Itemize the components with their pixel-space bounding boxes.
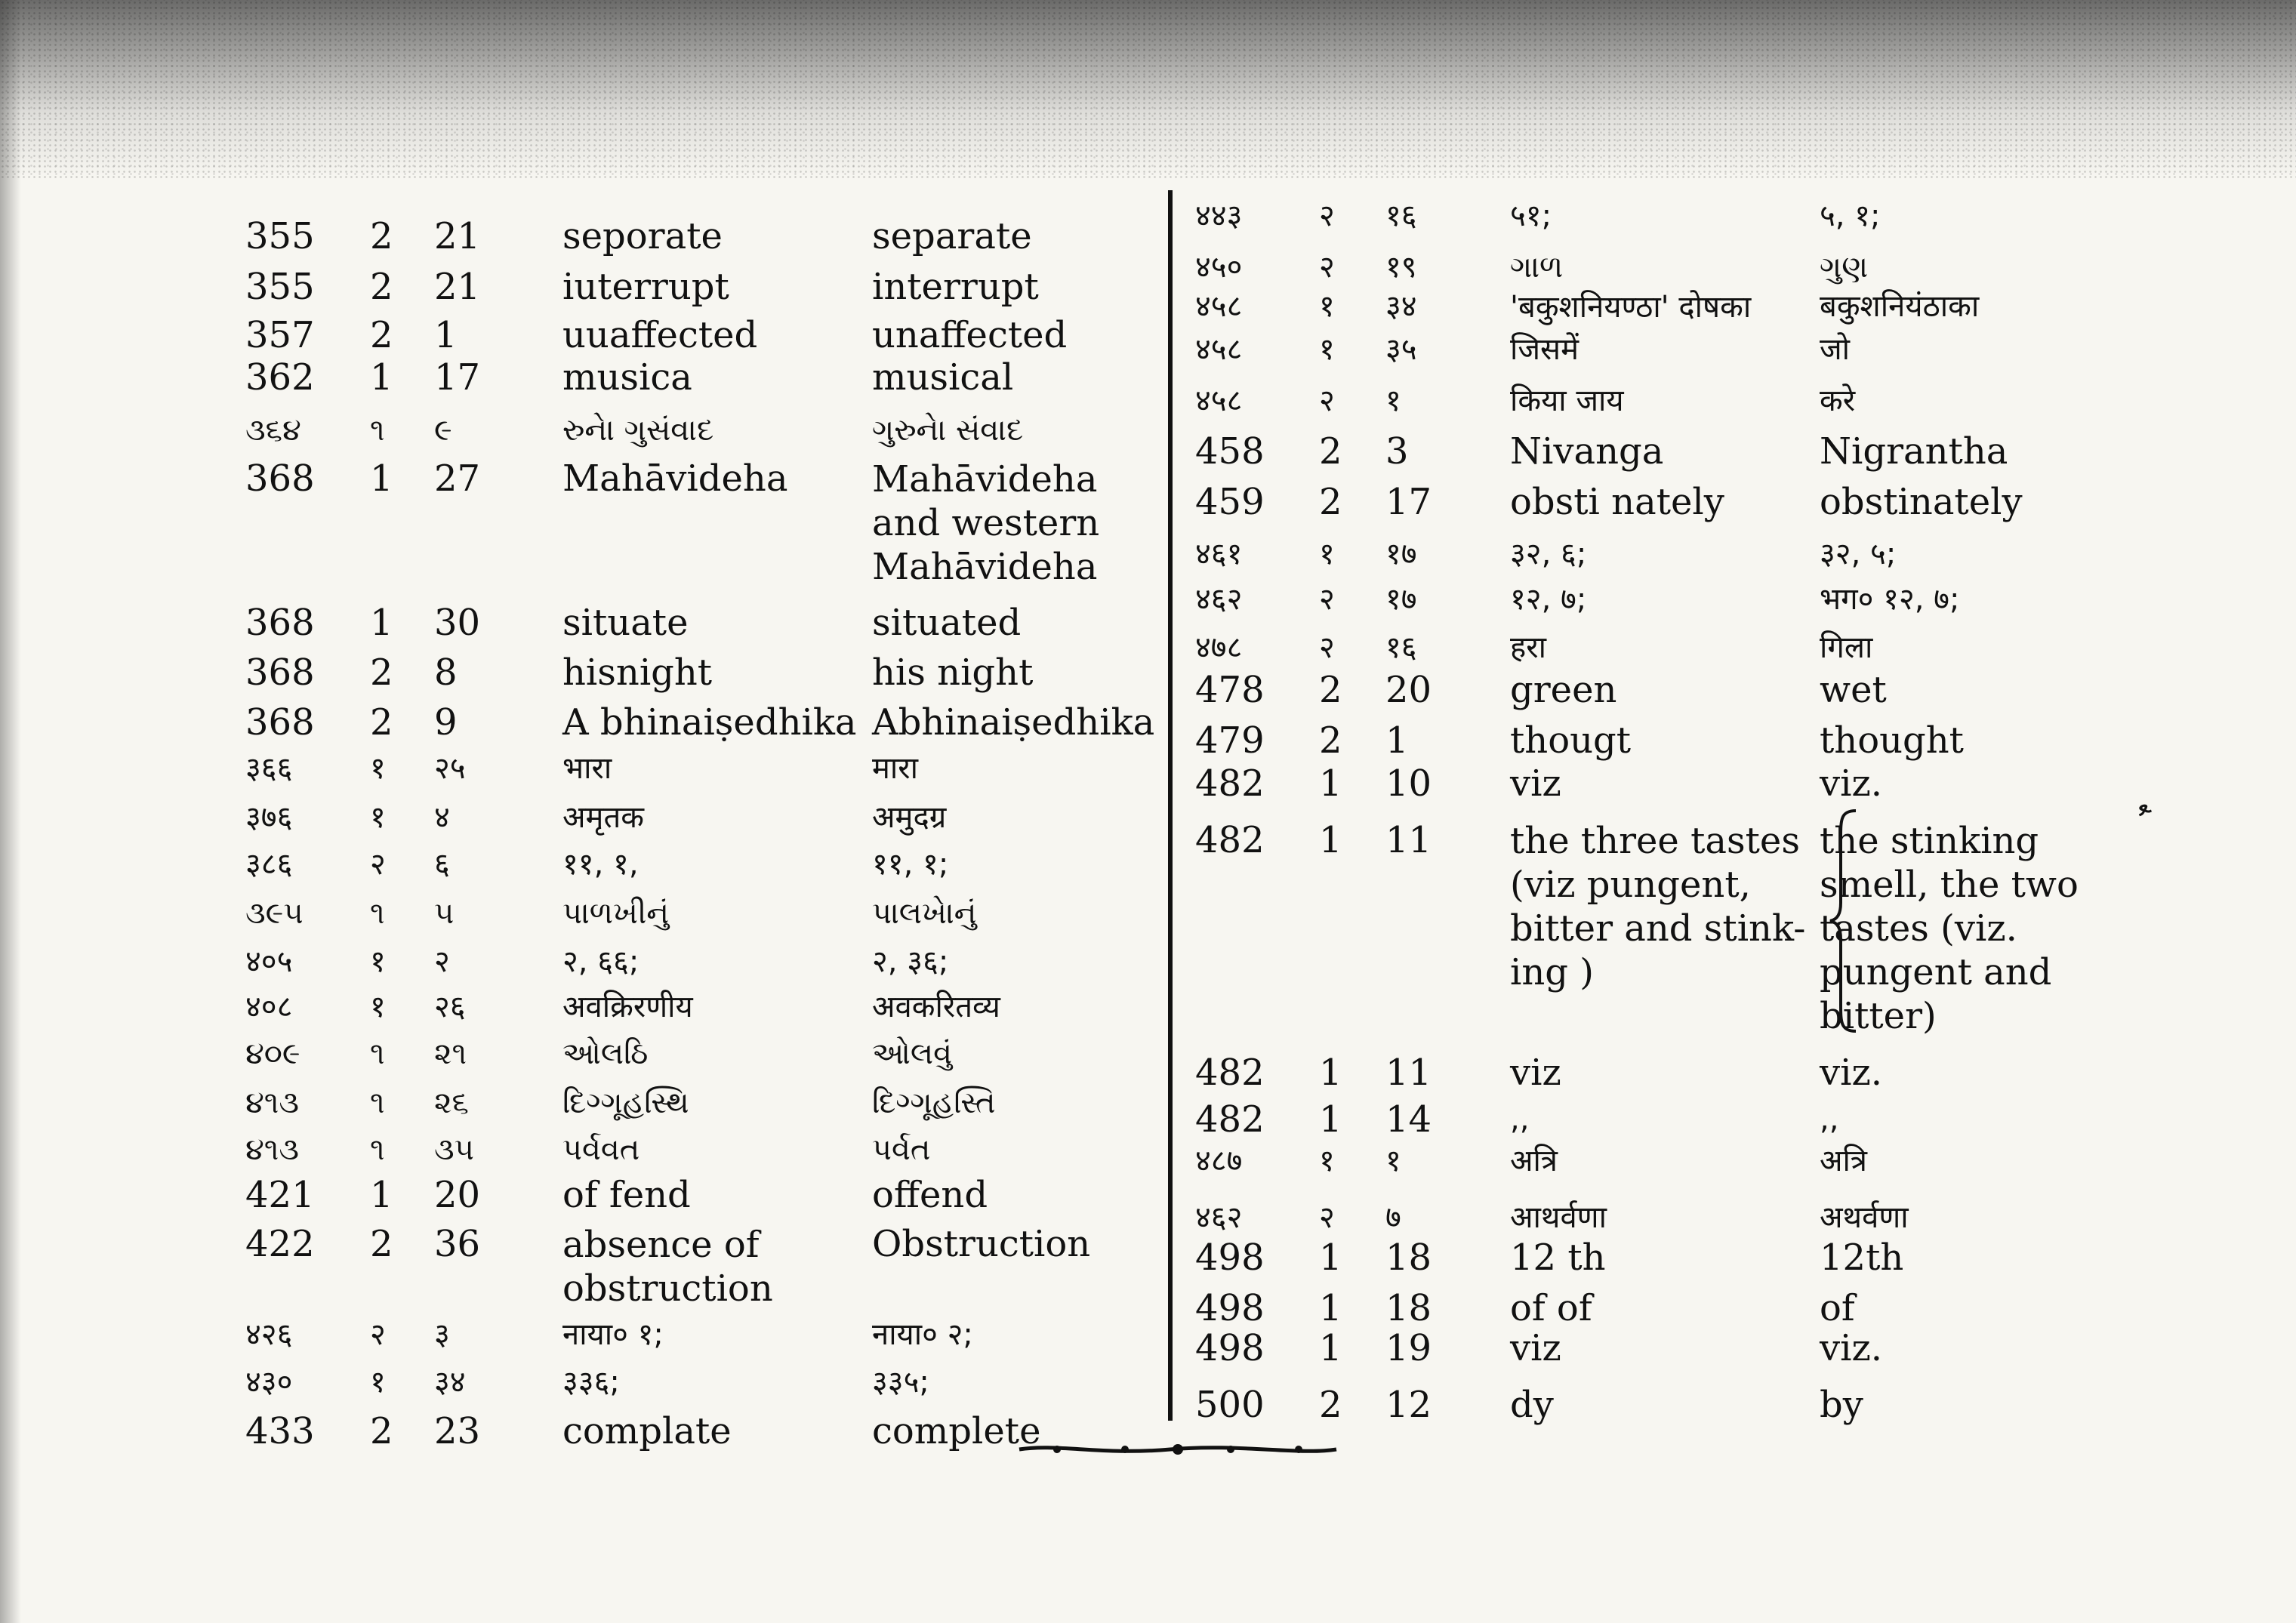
- errata-page-cell: 355: [245, 266, 315, 308]
- errata-correct-cell: situated: [872, 602, 1022, 644]
- errata-line-cell: 23: [434, 1410, 481, 1452]
- errata-incorrect-cell: ,,: [1510, 1102, 1530, 1137]
- errata-correct-cell: his night: [872, 651, 1034, 694]
- errata-col-cell: 2: [1319, 481, 1342, 523]
- errata-col-cell: 1: [1319, 819, 1342, 861]
- errata-line-cell: १: [1385, 1144, 1401, 1178]
- errata-incorrect-cell: जिसमें: [1510, 332, 1579, 367]
- errata-incorrect-cell: musica: [562, 356, 692, 399]
- errata-line-cell: ७: [1385, 1200, 1401, 1235]
- errata-line-cell: १७: [1385, 582, 1417, 617]
- errata-col-cell: 2: [370, 1223, 393, 1265]
- errata-line-cell: 11: [1385, 1052, 1432, 1094]
- errata-page-cell: ૩૬૪: [245, 413, 301, 448]
- errata-line-cell: ૨૧: [434, 1036, 467, 1071]
- errata-col-cell: ૧: [370, 413, 385, 448]
- errata-page-cell: ३६६: [245, 751, 293, 786]
- errata-page-cell: ३७६: [245, 800, 293, 835]
- errata-correct-cell: अत्रि: [1820, 1144, 1867, 1178]
- errata-incorrect-cell: नाया० १;: [562, 1317, 664, 1352]
- errata-line-cell: ३४: [434, 1365, 466, 1400]
- errata-incorrect-cell: viz: [1510, 1052, 1561, 1094]
- errata-correct-cell: પર્વત: [872, 1132, 931, 1167]
- errata-correct-cell: अथर्वणा: [1820, 1200, 1909, 1235]
- errata-page-cell: ४६१: [1195, 537, 1243, 571]
- errata-page-cell: ४६२: [1195, 582, 1243, 617]
- errata-page-cell: ४८७: [1195, 1144, 1243, 1178]
- errata-line-cell: ૨૬: [434, 1086, 469, 1120]
- errata-col-cell: 1: [1319, 1236, 1342, 1279]
- errata-page-cell: 362: [245, 356, 315, 399]
- errata-incorrect-cell: 'बकुशनियण्ठा' दोषका: [1510, 290, 1752, 325]
- errata-line-cell: 14: [1385, 1098, 1432, 1141]
- errata-incorrect-cell: દિગ્ગૂહસ્થિ: [562, 1086, 689, 1120]
- errata-correct-cell: thought: [1820, 719, 1964, 762]
- errata-page-cell: ४४३: [1195, 199, 1243, 233]
- errata-correct-cell: interrupt: [872, 266, 1039, 308]
- errata-line-cell: 8: [434, 651, 458, 694]
- errata-col-cell: 1: [1319, 762, 1342, 805]
- errata-page-cell: ४५८: [1195, 383, 1243, 418]
- errata-correct-cell: गिला: [1820, 630, 1873, 665]
- errata-incorrect-cell: green: [1510, 669, 1617, 711]
- errata-line-cell: 19: [1385, 1327, 1432, 1369]
- errata-col-cell: 1: [370, 356, 393, 399]
- errata-col-cell: 1: [1319, 1327, 1342, 1369]
- errata-page-cell: 458: [1195, 430, 1265, 473]
- errata-incorrect-cell: ગાળ: [1510, 250, 1564, 285]
- errata-line-cell: ૩૫: [434, 1132, 474, 1167]
- errata-col-cell: १: [1319, 1144, 1335, 1178]
- errata-correct-cell: ગુણ: [1820, 250, 1869, 285]
- errata-page-cell: ४२६: [245, 1317, 293, 1352]
- errata-correct-cell: separate: [872, 215, 1032, 257]
- errata-incorrect-cell: किया जाय: [1510, 383, 1624, 418]
- errata-incorrect-cell: complate: [562, 1410, 732, 1452]
- errata-line-cell: १७: [1385, 537, 1417, 571]
- errata-incorrect-cell: the three tastes (viz pungent, bitter and stink-ing ): [1510, 820, 1806, 993]
- errata-page-cell: ४०५: [245, 944, 293, 979]
- errata-col-cell: ૧: [370, 1132, 385, 1167]
- errata-correct-cell: Abhinaiṣedhika: [872, 701, 1155, 744]
- errata-incorrect-cell: absence of obstruction: [562, 1224, 773, 1310]
- errata-correct-cell: अमुदग्र: [872, 800, 947, 835]
- errata-line-cell: 18: [1385, 1236, 1432, 1279]
- errata-correct-cell: Nigrantha: [1820, 430, 2008, 473]
- errata-col-cell: १: [370, 990, 386, 1024]
- errata-page-cell: ४०८: [245, 990, 293, 1024]
- errata-incorrect-cell: हरा: [1510, 630, 1546, 665]
- errata-line-cell: ६: [434, 847, 450, 882]
- errata-incorrect-cell: २, ६६;: [562, 944, 639, 979]
- errata-col-cell: २: [1319, 383, 1335, 418]
- errata-page-cell: 498: [1195, 1236, 1265, 1279]
- errata-col-cell: 2: [370, 314, 393, 356]
- errata-line-cell: १६: [1385, 630, 1417, 665]
- errata-incorrect-cell: પર્વવત: [562, 1132, 640, 1167]
- errata-correct-cell: भग० १२, ७;: [1820, 582, 1960, 617]
- errata-incorrect-cell: viz: [1510, 1327, 1561, 1369]
- errata-col-cell: 1: [1319, 1052, 1342, 1094]
- errata-correct-cell: wet: [1820, 669, 1887, 711]
- errata-col-cell: 2: [370, 266, 393, 308]
- errata-line-cell: 21: [434, 215, 481, 257]
- errata-correct-cell: बकुशनियंठाका: [1820, 289, 1980, 324]
- errata-line-cell: 30: [434, 602, 481, 644]
- errata-correct-cell: unaffected: [872, 314, 1068, 356]
- errata-page-cell: 368: [245, 651, 315, 694]
- errata-line-cell: १९: [1385, 250, 1417, 285]
- errata-line-cell: २५: [434, 751, 466, 786]
- errata-incorrect-cell: अवक्रिरणीय: [562, 990, 693, 1024]
- errata-col-cell: १: [370, 800, 386, 835]
- errata-page-cell: ४३०: [245, 1365, 293, 1400]
- errata-incorrect-cell: ३३६;: [562, 1365, 620, 1400]
- errata-incorrect-cell: seporate: [562, 215, 723, 257]
- errata-page-cell: 422: [245, 1223, 315, 1265]
- errata-page-cell: 459: [1195, 481, 1265, 523]
- errata-correct-cell: complete: [872, 1410, 1041, 1452]
- errata-line-cell: ४: [434, 800, 450, 835]
- errata-incorrect-cell: ११, १,: [562, 847, 639, 882]
- errata-line-cell: 17: [1385, 481, 1432, 523]
- errata-correct-cell: viz.: [1820, 1327, 1883, 1369]
- errata-page-cell: 368: [245, 701, 315, 744]
- errata-col-cell: २: [370, 1317, 386, 1352]
- errata-page-cell: ૪૧૩: [245, 1086, 300, 1120]
- errata-correct-cell: २, ३६;: [872, 944, 949, 979]
- errata-correct-cell: દિગ્ગૂહસ્તિ: [872, 1086, 996, 1120]
- errata-line-cell: 9: [434, 701, 458, 744]
- errata-col-cell: 2: [1319, 669, 1342, 711]
- errata-line-cell: 20: [1385, 669, 1432, 711]
- errata-col-cell: ૧: [370, 1086, 385, 1120]
- errata-incorrect-cell: 12 th: [1510, 1236, 1606, 1279]
- errata-line-cell: 12: [1385, 1384, 1432, 1426]
- errata-col-cell: 1: [370, 457, 393, 500]
- errata-page-cell: 482: [1195, 762, 1265, 805]
- errata-col-cell: ૧: [370, 896, 385, 931]
- errata-incorrect-cell: iuterrupt: [562, 266, 729, 308]
- errata-page-cell: ४६२: [1195, 1200, 1243, 1235]
- errata-col-cell: 1: [1319, 1098, 1342, 1141]
- errata-col-cell: 1: [370, 602, 393, 644]
- errata-col-cell: १: [1319, 537, 1335, 571]
- errata-col-cell: 1: [1319, 1287, 1342, 1329]
- errata-correct-cell: अवकरितव्य: [872, 990, 1000, 1024]
- errata-incorrect-cell: अत्रि: [1510, 1144, 1558, 1178]
- errata-col-cell: २: [370, 847, 386, 882]
- errata-page-cell: ४५८: [1195, 289, 1243, 324]
- errata-incorrect-cell: viz: [1510, 762, 1561, 805]
- errata-incorrect-cell: of fend: [562, 1174, 691, 1216]
- errata-col-cell: २: [1319, 1200, 1335, 1235]
- errata-line-cell: 1: [1385, 719, 1409, 762]
- errata-page-cell: ४७८: [1195, 630, 1243, 665]
- errata-line-cell: ૫: [434, 896, 455, 931]
- errata-correct-cell: viz.: [1820, 1052, 1883, 1094]
- errata-line-cell: १६: [1385, 199, 1417, 233]
- errata-col-cell: २: [1319, 199, 1335, 233]
- errata-line-cell: ३४: [1385, 289, 1417, 324]
- errata-correct-cell: करे: [1820, 383, 1856, 418]
- errata-page-cell: ૪૦૯: [245, 1036, 300, 1071]
- errata-col-cell: 2: [1319, 1384, 1342, 1426]
- errata-correct-cell: ઓલવું: [872, 1036, 953, 1071]
- errata-correct-cell: 12th: [1820, 1236, 1904, 1279]
- errata-line-cell: 21: [434, 266, 481, 308]
- errata-line-cell: 10: [1385, 762, 1432, 805]
- errata-page-cell: 500: [1195, 1384, 1265, 1426]
- errata-correct-cell: viz.: [1820, 762, 1883, 805]
- brace-mark: [1827, 808, 1859, 1034]
- errata-page-cell: 482: [1195, 1052, 1265, 1094]
- errata-col-cell: १: [1319, 289, 1335, 324]
- errata-incorrect-cell: thougt: [1510, 719, 1632, 762]
- errata-page-cell: ४५८: [1195, 332, 1243, 367]
- errata-incorrect-cell: आथर्वणा: [1510, 1200, 1607, 1235]
- errata-col-cell: 1: [370, 1174, 393, 1216]
- errata-correct-cell: ,,: [1820, 1102, 1839, 1137]
- errata-line-cell: २६: [434, 990, 466, 1024]
- errata-line-cell: 27: [434, 457, 481, 500]
- errata-col-cell: २: [1319, 250, 1335, 285]
- errata-col-cell: ૧: [370, 1036, 385, 1071]
- errata-incorrect-cell: uuaffected: [562, 314, 758, 356]
- errata-incorrect-cell: dy: [1510, 1384, 1554, 1426]
- errata-incorrect-cell: अमृतक: [562, 800, 644, 835]
- errata-page-cell: ૪૧૩: [245, 1132, 300, 1167]
- errata-page-cell: 368: [245, 602, 315, 644]
- errata-page-cell: ૩૯૫: [245, 896, 304, 931]
- errata-col-cell: 2: [370, 651, 393, 694]
- errata-correct-cell: offend: [872, 1174, 988, 1216]
- errata-correct-cell: ३३५;: [872, 1365, 929, 1400]
- errata-correct-cell: ગુરુનેા સંવાદ: [872, 413, 1024, 448]
- errata-line-cell: २: [434, 944, 450, 979]
- errata-incorrect-cell: ५१;: [1510, 199, 1552, 233]
- errata-col-cell: २: [1319, 582, 1335, 617]
- errata-correct-cell: Mahāvideha and western Mahāvideha: [872, 458, 1100, 588]
- errata-correct-cell: musical: [872, 356, 1014, 399]
- errata-incorrect-cell: ઓલઠિ: [562, 1036, 649, 1071]
- errata-col-cell: 2: [370, 701, 393, 744]
- errata-line-cell: 1: [434, 314, 458, 356]
- errata-incorrect-cell: १२, ७;: [1510, 582, 1587, 617]
- errata-line-cell: 11: [1385, 819, 1432, 861]
- errata-correct-cell: नाया० २;: [872, 1317, 973, 1352]
- errata-page-cell: 498: [1195, 1327, 1265, 1369]
- errata-page-cell: 355: [245, 215, 315, 257]
- errata-correct-cell: जो: [1820, 332, 1851, 367]
- errata-col-cell: १: [370, 944, 386, 979]
- errata-page-cell: 479: [1195, 719, 1265, 762]
- errata-correct-cell: of: [1820, 1287, 1855, 1329]
- errata-line-cell: ३: [434, 1317, 450, 1352]
- errata-incorrect-cell: of of: [1510, 1287, 1592, 1329]
- errata-incorrect-cell: પાળખીનું: [562, 896, 670, 931]
- errata-page-cell: 482: [1195, 1098, 1265, 1141]
- end-ornament: [1012, 1434, 1344, 1464]
- errata-incorrect-cell: રુનેા ગુસંવાદ: [562, 413, 714, 448]
- errata-line-cell: 36: [434, 1223, 481, 1265]
- errata-incorrect-cell: Nivanga: [1510, 430, 1664, 473]
- errata-page-cell: 482: [1195, 819, 1265, 861]
- errata-line-cell: 18: [1385, 1287, 1432, 1329]
- errata-col-cell: 2: [370, 215, 393, 257]
- errata-incorrect-cell: Mahāvideha: [562, 457, 788, 500]
- errata-incorrect-cell: situate: [562, 602, 689, 644]
- errata-incorrect-cell: ३२, ६;: [1510, 537, 1587, 571]
- errata-incorrect-cell: hisnight: [562, 651, 713, 694]
- errata-line-cell: ३५: [1385, 332, 1417, 367]
- errata-correct-cell: the stinking smell, the two tastes (viz. pungent and bitter): [1820, 820, 2079, 1037]
- errata-line-cell: 3: [1385, 430, 1409, 473]
- errata-correct-cell: by: [1820, 1384, 1863, 1426]
- errata-page-cell: 478: [1195, 669, 1265, 711]
- errata-correct-cell: પાલખાેનું: [872, 896, 977, 931]
- errata-incorrect-cell: A bhinaiṣedhika: [562, 701, 857, 744]
- errata-incorrect-cell: obsti nately: [1510, 481, 1724, 523]
- errata-page-cell: 421: [245, 1174, 315, 1216]
- errata-page-cell: 368: [245, 457, 315, 500]
- errata-col-cell: १: [1319, 332, 1335, 367]
- errata-correct-cell: Obstruction: [872, 1223, 1091, 1265]
- errata-col-cell: १: [370, 751, 386, 786]
- errata-correct-cell: ३२, ५;: [1820, 537, 1897, 571]
- errata-line-cell: १: [1385, 383, 1401, 418]
- errata-correct-cell: obstinately: [1820, 481, 2023, 523]
- errata-page-cell: ४५०: [1195, 250, 1243, 285]
- errata-col-cell: 2: [1319, 430, 1342, 473]
- errata-line-cell: 20: [434, 1174, 481, 1216]
- errata-page-cell: ३८६: [245, 847, 293, 882]
- errata-correct-cell: ५, १;: [1820, 199, 1881, 233]
- errata-line-cell: ૯: [434, 413, 452, 448]
- stray-ink-mark: ﻌ: [2131, 790, 2154, 823]
- errata-col-cell: १: [370, 1365, 386, 1400]
- errata-col-cell: २: [1319, 630, 1335, 665]
- errata-page-cell: 357: [245, 314, 315, 356]
- errata-correct-cell: ११, १;: [872, 847, 949, 882]
- errata-line-cell: 17: [434, 356, 481, 399]
- errata-page-cell: 498: [1195, 1287, 1265, 1329]
- errata-page-cell: 433: [245, 1410, 315, 1452]
- errata-col-cell: 2: [1319, 719, 1342, 762]
- errata-correct-cell: मारा: [872, 751, 918, 786]
- errata-col-cell: 2: [370, 1410, 393, 1452]
- errata-incorrect-cell: भारा: [562, 751, 612, 786]
